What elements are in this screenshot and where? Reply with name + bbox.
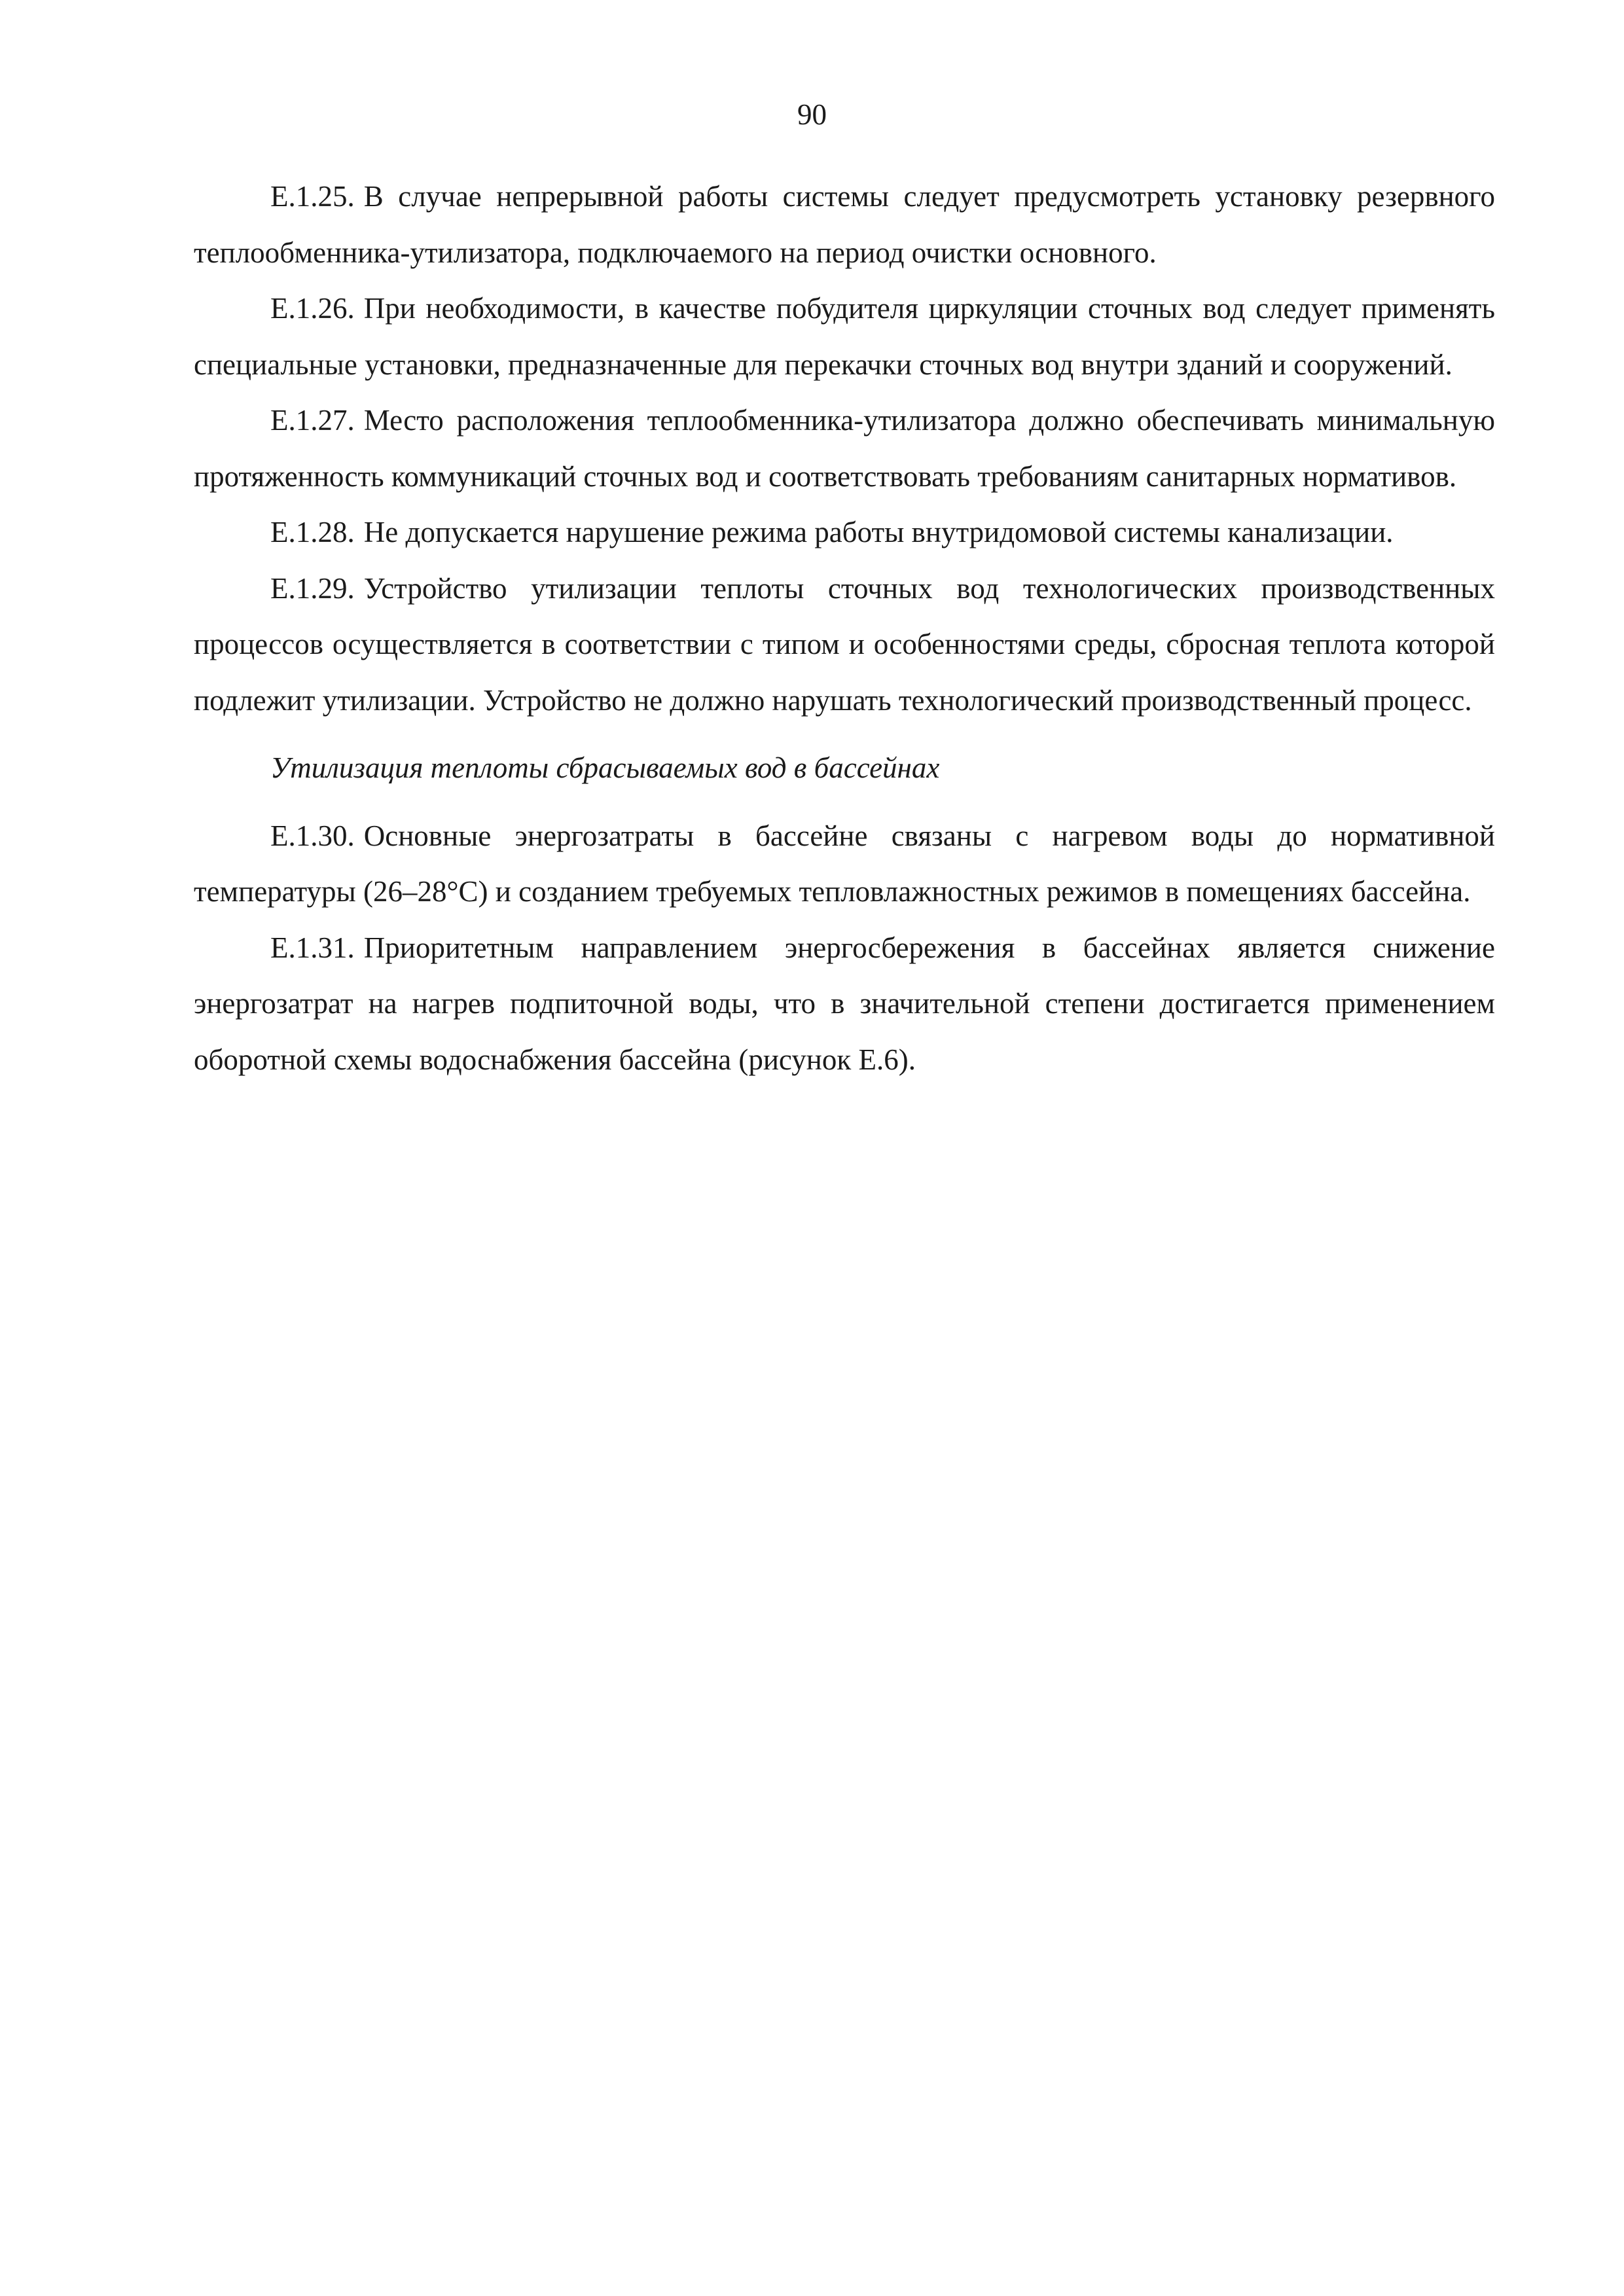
page-body: [194, 169, 1495, 1088]
paragraph-number: Е.1.25.: [270, 180, 355, 213]
section-heading: Утилизация теплоты сбрасываемых вод в бассейнах: [270, 751, 940, 784]
paragraph-number: Е.1.26.: [270, 292, 355, 325]
paragraph-e-1-26: [194, 281, 1495, 393]
paragraph-number: Е.1.27.: [270, 404, 355, 437]
paragraph-text: Основные энергозатраты в бассейне связаны с нагревом воды до нормативной температуры (26–28°С) и созданием требуемых тепловлажностных режимов в помещениях бассейна.: [194, 819, 1495, 908]
paragraph-e-1-31: [194, 920, 1495, 1088]
paragraph-text: Не допускается нарушение режима работы внутридомовой системы канализации.: [363, 516, 1394, 548]
paragraph-text: Место расположения теплообменника-утилизатора должно обеспечивать минимальную протяженность коммуникаций сточных вод и соответствовать требованиям санитарных нормативов.: [194, 404, 1495, 493]
paragraph-e-1-30: [194, 808, 1495, 920]
paragraph-e-1-27: [194, 393, 1495, 505]
paragraph-number: Е.1.28.: [270, 516, 355, 548]
paragraph-text: В случае непрерывной работы системы следует предусмотреть установку резервного теплообменника-утилизатора, подключаемого на период очистки основного.: [194, 180, 1495, 269]
paragraph-e-1-28: [194, 505, 1495, 561]
paragraph-number: Е.1.30.: [270, 819, 355, 852]
paragraph-number: Е.1.31.: [270, 931, 355, 964]
paragraph-text: При необходимости, в качестве побудителя циркуляции сточных вод следует применять специальные установки, предназначенные для перекачки сточных вод внутри зданий и сооружений.: [194, 292, 1495, 381]
paragraph-text: Устройство утилизации теплоты сточных вод технологических производственных процессов осуществляется в соответствии с типом и особенностями среды, сбросная теплота которой подлежит утилизации. Устройство не должно нарушать технологический производственный процесс.: [194, 571, 1495, 717]
paragraph-number: Е.1.29.: [270, 571, 355, 605]
page-number: 90: [797, 98, 827, 131]
paragraph-e-1-29: [194, 561, 1495, 729]
paragraph-text: Приоритетным направлением энергосбережения в бассейнах является снижение энергозатрат на нагрев подпиточной воды, что в значительной степени достигается применением оборотной схемы водоснабжения бассейна (рисунок Е.6).: [194, 931, 1495, 1076]
paragraph-e-1-25: [194, 169, 1495, 281]
